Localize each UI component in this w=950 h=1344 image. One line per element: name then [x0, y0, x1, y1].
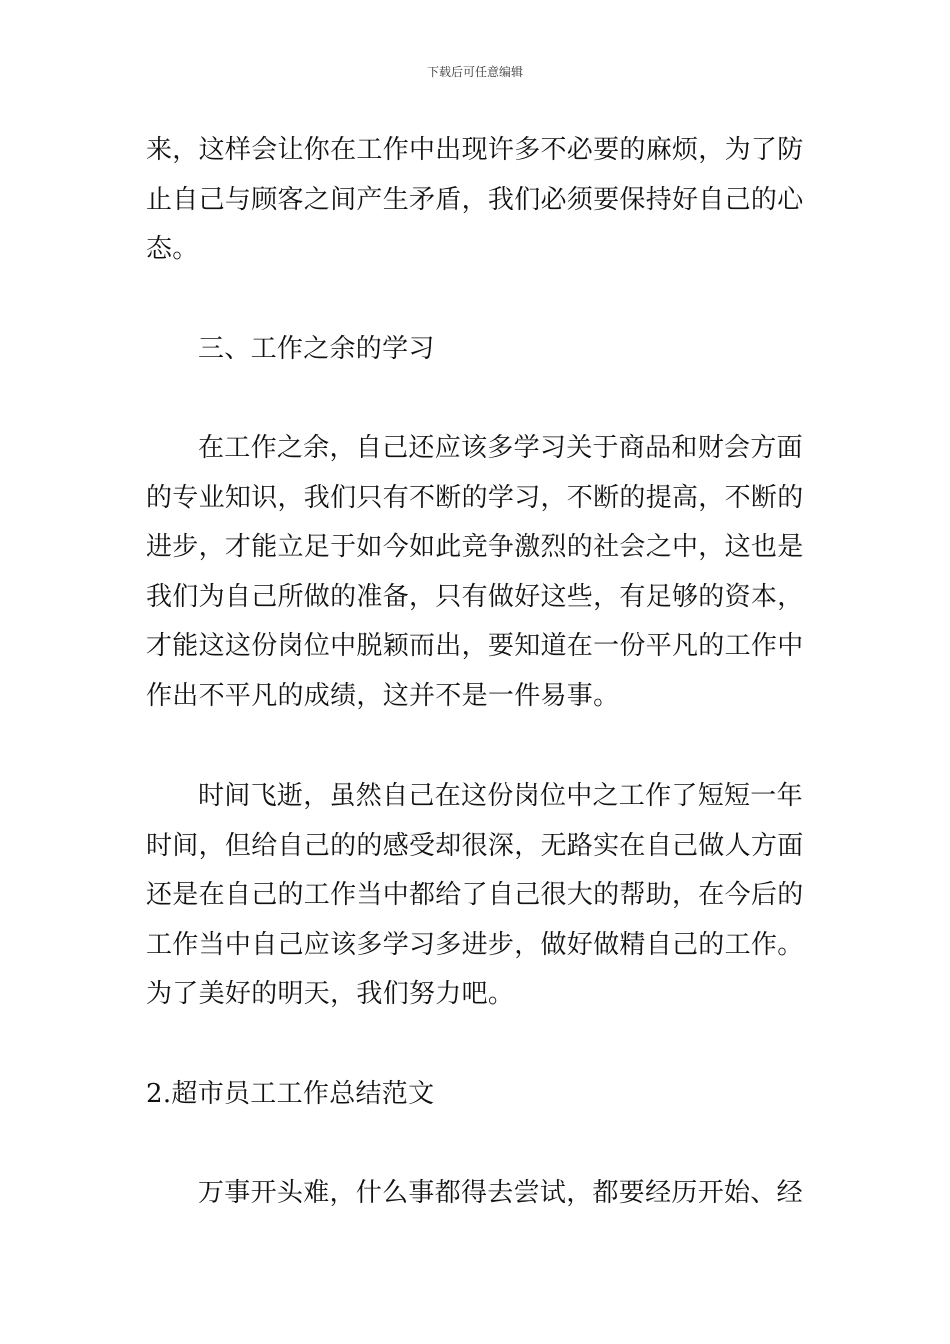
paragraph-conclusion: 时间飞逝，虽然自己在这份岗位中之工作了短短一年时间，但给自己的的感受却很深，无路实在自己做人方面还是在自己的工作当中都给了自己很大的帮助，在今后的工作当中自己应该多学习多进步，做好做精自己的工作。为了美好的明天，我们努力吧。: [146, 781, 804, 1009]
paragraph-study: 在工作之余，自己还应该多学习关于商品和财会方面的专业知识，我们只有不断的学习，不断的提高，不断的进步，才能立足于如今如此竞争激烈的社会之中，这也是我们为自己所做的准备，只有做好这些，有足够的资本，才能这这份岗位中脱颖而出，要知道在一份平凡的工作中作出不平凡的成绩，这并不是一件易事。: [146, 433, 804, 711]
page-header: 下载后可任意编辑: [426, 65, 523, 79]
section-heading-3: 三、工作之余的学习: [198, 334, 435, 364]
paragraph-continuation: 来，这样会让你在工作中出现许多不必要的麻烦，为了防止自己与顾客之间产生矛盾，我们必须要保持好自己的心态。: [146, 135, 804, 264]
paragraph-intro: 万事开头难，什么事都得去尝试，都要经历开始、经: [198, 1178, 803, 1208]
section-heading-2: 2.超市员工工作总结范文: [146, 1079, 435, 1109]
